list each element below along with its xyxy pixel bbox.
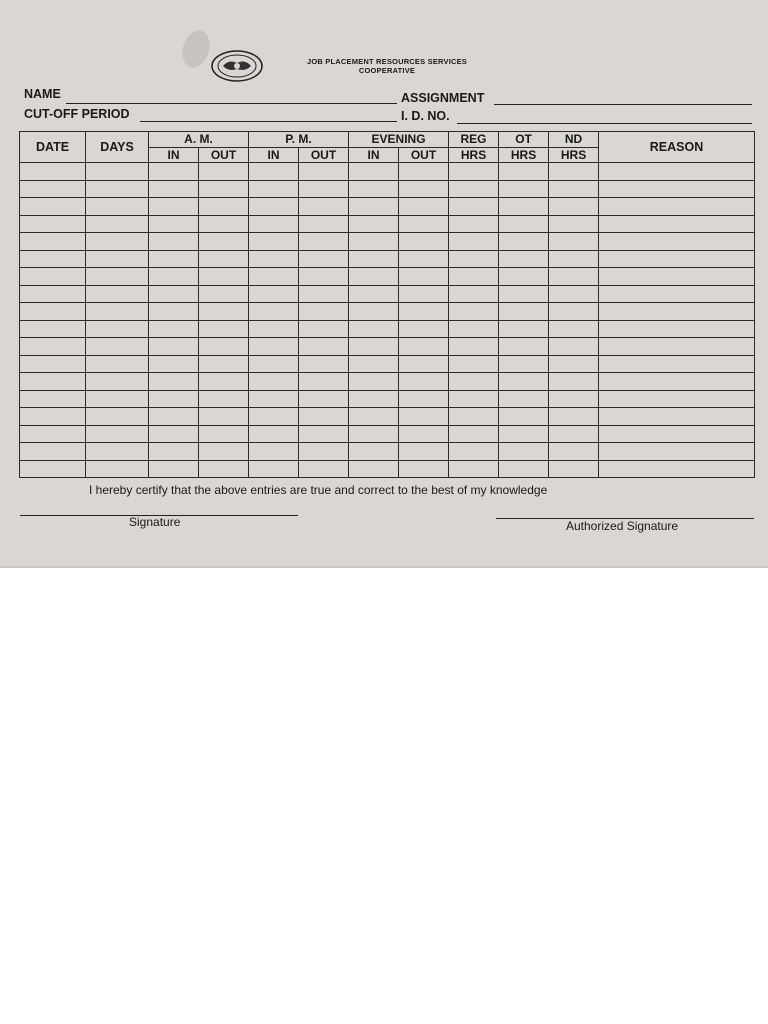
- table-cell[interactable]: [349, 390, 399, 408]
- table-cell[interactable]: [20, 285, 86, 303]
- assignment-field[interactable]: [494, 104, 752, 105]
- table-cell[interactable]: [249, 233, 299, 251]
- table-row: [20, 408, 755, 426]
- reg-header: REG: [449, 132, 499, 148]
- table-row: [20, 180, 755, 198]
- table-cell[interactable]: [199, 425, 249, 443]
- table-cell[interactable]: [20, 163, 86, 181]
- table-cell[interactable]: [499, 180, 549, 198]
- table-cell[interactable]: [599, 460, 755, 478]
- am-out-header: OUT: [199, 148, 249, 163]
- table-cell[interactable]: [349, 233, 399, 251]
- table-cell[interactable]: [249, 303, 299, 321]
- table-cell[interactable]: [549, 425, 599, 443]
- table-cell[interactable]: [349, 303, 399, 321]
- table-cell[interactable]: [149, 443, 199, 461]
- evening-header: EVENING: [349, 132, 449, 148]
- organization-type: COOPERATIVE: [358, 66, 416, 75]
- table-cell[interactable]: [299, 250, 349, 268]
- table-cell[interactable]: [399, 443, 449, 461]
- table-cell[interactable]: [349, 180, 399, 198]
- table-cell[interactable]: [399, 215, 449, 233]
- table-row: [20, 320, 755, 338]
- table-cell[interactable]: [499, 215, 549, 233]
- am-in-header: IN: [149, 148, 199, 163]
- table-row: [20, 250, 755, 268]
- ot-hrs-header: HRS: [499, 148, 549, 163]
- table-cell[interactable]: [449, 320, 499, 338]
- date-header: DATE: [20, 132, 86, 163]
- table-cell[interactable]: [149, 408, 199, 426]
- table-cell[interactable]: [299, 268, 349, 286]
- reg-hrs-header: HRS: [449, 148, 499, 163]
- table-cell[interactable]: [86, 373, 149, 391]
- table-cell[interactable]: [299, 460, 349, 478]
- authorized-signature-label: Authorized Signature: [566, 519, 679, 533]
- assignment-label: ASSIGNMENT: [401, 91, 485, 105]
- table-cell[interactable]: [399, 460, 449, 478]
- table-cell[interactable]: [549, 373, 599, 391]
- table-cell[interactable]: [399, 338, 449, 356]
- table-cell[interactable]: [549, 390, 599, 408]
- table-cell[interactable]: [299, 338, 349, 356]
- table-cell[interactable]: [86, 250, 149, 268]
- table-cell[interactable]: [86, 180, 149, 198]
- table-cell[interactable]: [349, 285, 399, 303]
- table-cell[interactable]: [149, 163, 199, 181]
- table-row: [20, 373, 755, 391]
- table-cell[interactable]: [249, 198, 299, 216]
- table-cell[interactable]: [549, 233, 599, 251]
- table-cell[interactable]: [499, 250, 549, 268]
- table-cell[interactable]: [399, 355, 449, 373]
- am-header: A. M.: [149, 132, 249, 148]
- table-cell[interactable]: [86, 320, 149, 338]
- table-cell[interactable]: [299, 443, 349, 461]
- table-cell[interactable]: [399, 233, 449, 251]
- table-cell[interactable]: [499, 355, 549, 373]
- table-cell[interactable]: [599, 408, 755, 426]
- cooperative-seal-logo-icon: [211, 50, 263, 82]
- ot-header: OT: [499, 132, 549, 148]
- table-cell[interactable]: [549, 338, 599, 356]
- table-cell[interactable]: [449, 250, 499, 268]
- table-cell[interactable]: [599, 233, 755, 251]
- employee-signature-label: Signature: [129, 515, 181, 529]
- table-cell[interactable]: [499, 198, 549, 216]
- table-cell[interactable]: [199, 303, 249, 321]
- table-row: [20, 425, 755, 443]
- table-cell[interactable]: [499, 338, 549, 356]
- table-cell[interactable]: [20, 408, 86, 426]
- table-cell[interactable]: [20, 268, 86, 286]
- table-cell[interactable]: [20, 250, 86, 268]
- table-cell[interactable]: [399, 408, 449, 426]
- table-cell[interactable]: [549, 180, 599, 198]
- table-cell[interactable]: [349, 373, 399, 391]
- table-cell[interactable]: [149, 285, 199, 303]
- table-cell[interactable]: [349, 268, 399, 286]
- table-cell[interactable]: [149, 268, 199, 286]
- table-cell[interactable]: [149, 198, 199, 216]
- table-cell[interactable]: [20, 425, 86, 443]
- table-cell[interactable]: [599, 320, 755, 338]
- table-cell[interactable]: [449, 408, 499, 426]
- table-row: [20, 390, 755, 408]
- table-cell[interactable]: [399, 373, 449, 391]
- table-cell[interactable]: [349, 250, 399, 268]
- table-cell[interactable]: [349, 355, 399, 373]
- table-cell[interactable]: [449, 163, 499, 181]
- table-cell[interactable]: [549, 408, 599, 426]
- table-cell[interactable]: [399, 268, 449, 286]
- table-cell[interactable]: [599, 425, 755, 443]
- table-cell[interactable]: [86, 215, 149, 233]
- table-cell[interactable]: [549, 285, 599, 303]
- table-cell[interactable]: [449, 198, 499, 216]
- table-cell[interactable]: [199, 215, 249, 233]
- table-cell[interactable]: [399, 285, 449, 303]
- table-cell[interactable]: [20, 180, 86, 198]
- cutoff-period-label: CUT-OFF PERIOD: [24, 107, 130, 121]
- table-cell[interactable]: [599, 250, 755, 268]
- table-row: [20, 268, 755, 286]
- table-cell[interactable]: [349, 425, 399, 443]
- table-cell[interactable]: [86, 460, 149, 478]
- table-cell[interactable]: [449, 355, 499, 373]
- table-cell[interactable]: [20, 320, 86, 338]
- table-cell[interactable]: [499, 268, 549, 286]
- table-cell[interactable]: [549, 163, 599, 181]
- organization-title: [280, 57, 494, 75]
- table-cell[interactable]: [86, 390, 149, 408]
- id-number-field[interactable]: [457, 123, 752, 124]
- table-cell[interactable]: [149, 180, 199, 198]
- table-cell[interactable]: [20, 390, 86, 408]
- table-cell[interactable]: [349, 408, 399, 426]
- table-cell[interactable]: [20, 460, 86, 478]
- table-cell[interactable]: [86, 355, 149, 373]
- table-cell[interactable]: [199, 233, 249, 251]
- table-cell[interactable]: [249, 390, 299, 408]
- table-cell[interactable]: [86, 338, 149, 356]
- table-cell[interactable]: [499, 425, 549, 443]
- table-cell[interactable]: [299, 180, 349, 198]
- table-cell[interactable]: [549, 320, 599, 338]
- table-cell[interactable]: [399, 320, 449, 338]
- table-row: [20, 460, 755, 478]
- table-cell[interactable]: [249, 163, 299, 181]
- table-cell[interactable]: [20, 303, 86, 321]
- table-cell[interactable]: [149, 373, 199, 391]
- table-cell[interactable]: [249, 425, 299, 443]
- table-cell[interactable]: [20, 338, 86, 356]
- table-cell[interactable]: [499, 460, 549, 478]
- table-cell[interactable]: [249, 443, 299, 461]
- table-cell[interactable]: [199, 373, 249, 391]
- table-cell[interactable]: [20, 198, 86, 216]
- pm-in-header: IN: [249, 148, 299, 163]
- certification-statement: I hereby certify that the above entries are true and correct to the best of my knowledge: [89, 483, 548, 497]
- table-cell[interactable]: [599, 198, 755, 216]
- table-cell[interactable]: [199, 198, 249, 216]
- table-cell[interactable]: [199, 443, 249, 461]
- table-cell[interactable]: [599, 215, 755, 233]
- table-cell[interactable]: [149, 338, 199, 356]
- table-row: [20, 163, 755, 181]
- table-cell[interactable]: [299, 303, 349, 321]
- table-cell[interactable]: [499, 303, 549, 321]
- table-row: [20, 198, 755, 216]
- nd-hrs-header: HRS: [549, 148, 599, 163]
- time-record-rows: [20, 163, 755, 478]
- table-cell[interactable]: [249, 338, 299, 356]
- table-cell[interactable]: [599, 180, 755, 198]
- table-cell[interactable]: [20, 355, 86, 373]
- table-cell[interactable]: [449, 425, 499, 443]
- table-cell[interactable]: [149, 215, 199, 233]
- table-cell[interactable]: [299, 163, 349, 181]
- table-cell[interactable]: [149, 425, 199, 443]
- table-cell[interactable]: [599, 373, 755, 391]
- table-cell[interactable]: [499, 285, 549, 303]
- table-cell[interactable]: [549, 355, 599, 373]
- table-cell[interactable]: [86, 233, 149, 251]
- table-cell[interactable]: [449, 338, 499, 356]
- table-cell[interactable]: [299, 390, 349, 408]
- table-row: [20, 338, 755, 356]
- table-row: [20, 215, 755, 233]
- table-cell[interactable]: [449, 373, 499, 391]
- table-cell[interactable]: [86, 198, 149, 216]
- table-cell[interactable]: [299, 198, 349, 216]
- table-cell[interactable]: [499, 320, 549, 338]
- table-cell[interactable]: [199, 460, 249, 478]
- table-cell[interactable]: [149, 303, 199, 321]
- evening-out-header: OUT: [399, 148, 449, 163]
- table-cell[interactable]: [349, 460, 399, 478]
- table-row: [20, 303, 755, 321]
- table-cell[interactable]: [249, 250, 299, 268]
- table-cell[interactable]: [399, 198, 449, 216]
- table-cell[interactable]: [449, 233, 499, 251]
- pm-header: P. M.: [249, 132, 349, 148]
- table-cell[interactable]: [86, 425, 149, 443]
- table-cell[interactable]: [599, 285, 755, 303]
- time-record-table: [19, 131, 755, 478]
- table-cell[interactable]: [599, 355, 755, 373]
- table-cell[interactable]: [349, 338, 399, 356]
- table-cell[interactable]: [199, 180, 249, 198]
- table-cell[interactable]: [349, 320, 399, 338]
- table-cell[interactable]: [149, 233, 199, 251]
- nd-header: ND: [549, 132, 599, 148]
- table-cell[interactable]: [399, 250, 449, 268]
- table-row: [20, 233, 755, 251]
- table-cell[interactable]: [249, 460, 299, 478]
- table-cell[interactable]: [199, 268, 249, 286]
- table-cell[interactable]: [399, 425, 449, 443]
- table-cell[interactable]: [20, 373, 86, 391]
- table-cell[interactable]: [449, 460, 499, 478]
- table-row: [20, 285, 755, 303]
- table-cell[interactable]: [499, 373, 549, 391]
- table-cell[interactable]: [599, 303, 755, 321]
- evening-in-header: IN: [349, 148, 399, 163]
- table-cell[interactable]: [449, 285, 499, 303]
- table-row: [20, 355, 755, 373]
- table-cell[interactable]: [86, 408, 149, 426]
- table-cell[interactable]: [249, 268, 299, 286]
- table-cell[interactable]: [449, 215, 499, 233]
- table-cell[interactable]: [199, 163, 249, 181]
- days-header: DAYS: [86, 132, 149, 163]
- table-cell[interactable]: [499, 408, 549, 426]
- table-cell[interactable]: [249, 215, 299, 233]
- reason-header: REASON: [599, 132, 755, 163]
- table-cell[interactable]: [449, 268, 499, 286]
- table-cell[interactable]: [199, 320, 249, 338]
- id-number-label: I. D. NO.: [401, 109, 450, 123]
- table-cell[interactable]: [199, 338, 249, 356]
- table-cell[interactable]: [549, 215, 599, 233]
- table-cell[interactable]: [449, 390, 499, 408]
- table-cell[interactable]: [399, 163, 449, 181]
- paper-smudge: [178, 27, 214, 71]
- table-cell[interactable]: [149, 390, 199, 408]
- table-cell[interactable]: [349, 163, 399, 181]
- table-cell[interactable]: [549, 303, 599, 321]
- table-cell[interactable]: [86, 163, 149, 181]
- table-cell[interactable]: [299, 320, 349, 338]
- table-cell[interactable]: [449, 443, 499, 461]
- table-row: [20, 443, 755, 461]
- table-cell[interactable]: [86, 303, 149, 321]
- table-cell[interactable]: [199, 285, 249, 303]
- table-cell[interactable]: [149, 320, 199, 338]
- table-cell[interactable]: [20, 233, 86, 251]
- table-cell[interactable]: [549, 443, 599, 461]
- table-cell[interactable]: [249, 408, 299, 426]
- table-cell[interactable]: [199, 355, 249, 373]
- table-cell[interactable]: [399, 390, 449, 408]
- table-cell[interactable]: [249, 373, 299, 391]
- table-cell[interactable]: [299, 373, 349, 391]
- table-cell[interactable]: [599, 390, 755, 408]
- table-cell[interactable]: [149, 250, 199, 268]
- table-cell[interactable]: [249, 355, 299, 373]
- name-label: NAME: [24, 87, 61, 101]
- table-cell[interactable]: [249, 320, 299, 338]
- table-cell[interactable]: [86, 443, 149, 461]
- table-cell[interactable]: [299, 425, 349, 443]
- table-cell[interactable]: [249, 285, 299, 303]
- table-cell[interactable]: [20, 215, 86, 233]
- table-cell[interactable]: [349, 443, 399, 461]
- table-cell[interactable]: [599, 338, 755, 356]
- table-cell[interactable]: [449, 303, 499, 321]
- organization-name: JOB PLACEMENT RESOURCES SERVICES: [306, 57, 468, 66]
- table-cell[interactable]: [349, 215, 399, 233]
- table-cell[interactable]: [399, 180, 449, 198]
- table-cell[interactable]: [549, 250, 599, 268]
- table-cell[interactable]: [499, 233, 549, 251]
- table-cell[interactable]: [299, 355, 349, 373]
- table-cell[interactable]: [349, 198, 399, 216]
- table-cell[interactable]: [549, 460, 599, 478]
- table-cell[interactable]: [499, 443, 549, 461]
- pm-out-header: OUT: [299, 148, 349, 163]
- table-cell[interactable]: [249, 180, 299, 198]
- table-cell[interactable]: [549, 198, 599, 216]
- table-cell[interactable]: [599, 443, 755, 461]
- table-cell[interactable]: [20, 443, 86, 461]
- table-cell[interactable]: [149, 355, 199, 373]
- table-cell[interactable]: [299, 285, 349, 303]
- table-cell[interactable]: [549, 268, 599, 286]
- table-cell[interactable]: [499, 163, 549, 181]
- table-cell[interactable]: [199, 250, 249, 268]
- table-cell[interactable]: [299, 233, 349, 251]
- table-cell[interactable]: [499, 390, 549, 408]
- table-cell[interactable]: [599, 268, 755, 286]
- table-cell[interactable]: [299, 215, 349, 233]
- table-cell[interactable]: [86, 285, 149, 303]
- table-cell[interactable]: [199, 408, 249, 426]
- table-cell[interactable]: [449, 180, 499, 198]
- table-cell[interactable]: [599, 163, 755, 181]
- name-field[interactable]: [66, 103, 397, 104]
- table-cell[interactable]: [299, 408, 349, 426]
- cutoff-period-field[interactable]: [140, 121, 397, 122]
- table-cell[interactable]: [149, 460, 199, 478]
- table-cell[interactable]: [199, 390, 249, 408]
- table-cell[interactable]: [399, 303, 449, 321]
- table-cell[interactable]: [86, 268, 149, 286]
